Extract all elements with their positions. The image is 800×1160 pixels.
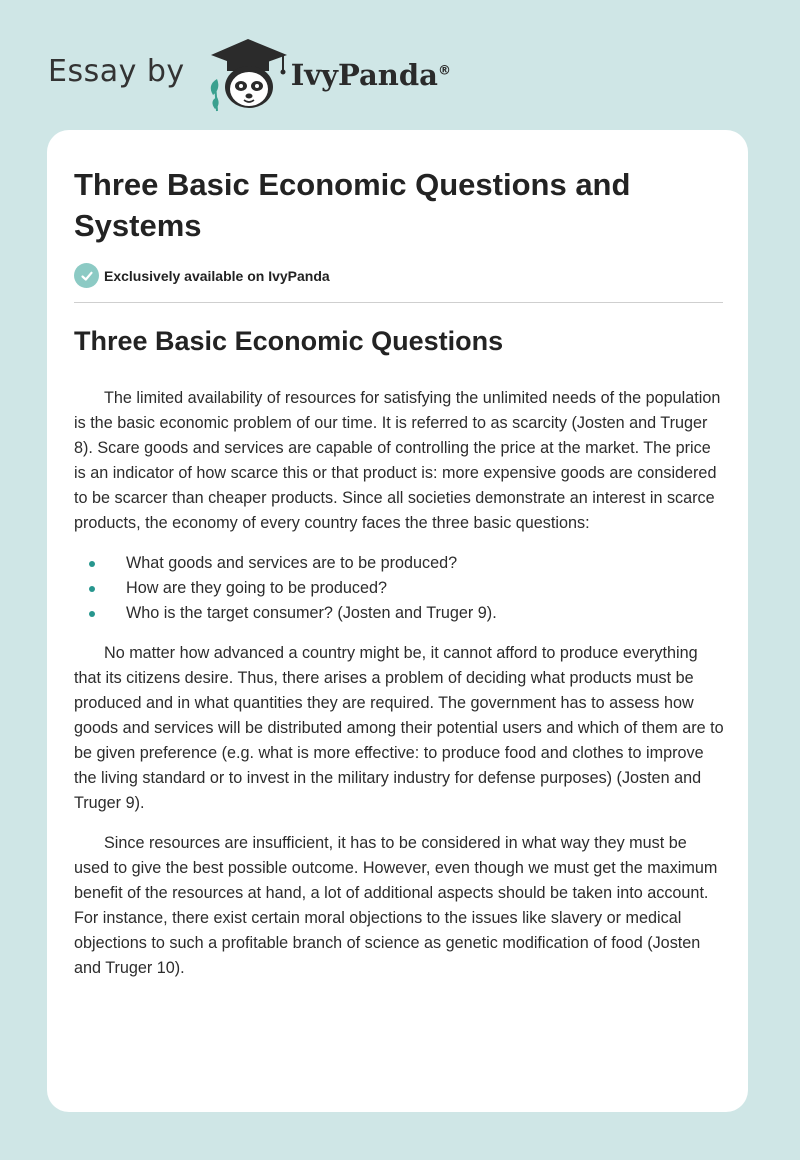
list-item (74, 551, 724, 576)
list-item (74, 601, 724, 626)
list-item-text: Who is the target consumer? (Josten and Truger 9). (126, 604, 497, 622)
exclusive-badge (74, 263, 330, 288)
list-item-text: What goods and services are to be produced? (126, 554, 458, 572)
paragraph-1: The limited availability of resources for satisfying the unlimited needs of the population is the basic economic problem of our time. It is referred to as scarcity (Josten and Truger 8). Scare goods and services are capable of controlling the price at the market. The price is an indicator of how scarce this or that product is: more expensive goods are considered to be scarcer than cheaper products. Since all societies demonstrate an interest in scarce products, the economy of every country faces the three basic questions: (74, 389, 721, 532)
article-card (47, 130, 748, 1112)
brand-prefix: Essay by (48, 53, 185, 89)
brand-name (291, 58, 451, 92)
bullet-icon (89, 611, 95, 617)
exclusive-badge-text: Exclusively available on IvyPanda (104, 267, 330, 284)
list-item (74, 576, 724, 601)
divider (74, 302, 723, 303)
paragraph-3: Since resources are insufficient, it has to be considered in what way they must be used to give the best possible outcome. However, even though we must get the maximum benefit of the resources at hand, a lot of additional aspects should be taken into account. For instance, there exist certain moral objections to the issues like slavery or medical objections to such a profitable branch of science as genetic modification of food (Josten and Truger 10). (74, 834, 718, 977)
section-heading: Three Basic Economic Questions (74, 326, 504, 356)
brand-header[interactable] (48, 34, 451, 114)
check-icon (74, 263, 99, 288)
list-item-text: How are they going to be produced? (126, 579, 387, 597)
panda-graduation-cap-logo (203, 37, 293, 113)
questions-list (74, 551, 724, 626)
bullet-icon (89, 561, 95, 567)
article-title: Three Basic Economic Questions and Systems (74, 167, 631, 243)
registered-mark: ® (437, 63, 451, 79)
bullet-icon (89, 586, 95, 592)
paragraph-2: No matter how advanced a country might be, it cannot afford to produce everything that its citizens desire. Thus, there arises a problem of deciding what products must be produced and in what quantities they are required. The government has to assess how goods and services will be distributed among their potential users and which of them are to be given preference (e.g. what is more effective: to produce food and clothes to improve the living standard or to invest in the military industry for defense purposes) (Josten and Truger 9). (74, 644, 724, 812)
article-body (74, 386, 724, 996)
brand-name-text: IvyPanda (290, 58, 438, 92)
